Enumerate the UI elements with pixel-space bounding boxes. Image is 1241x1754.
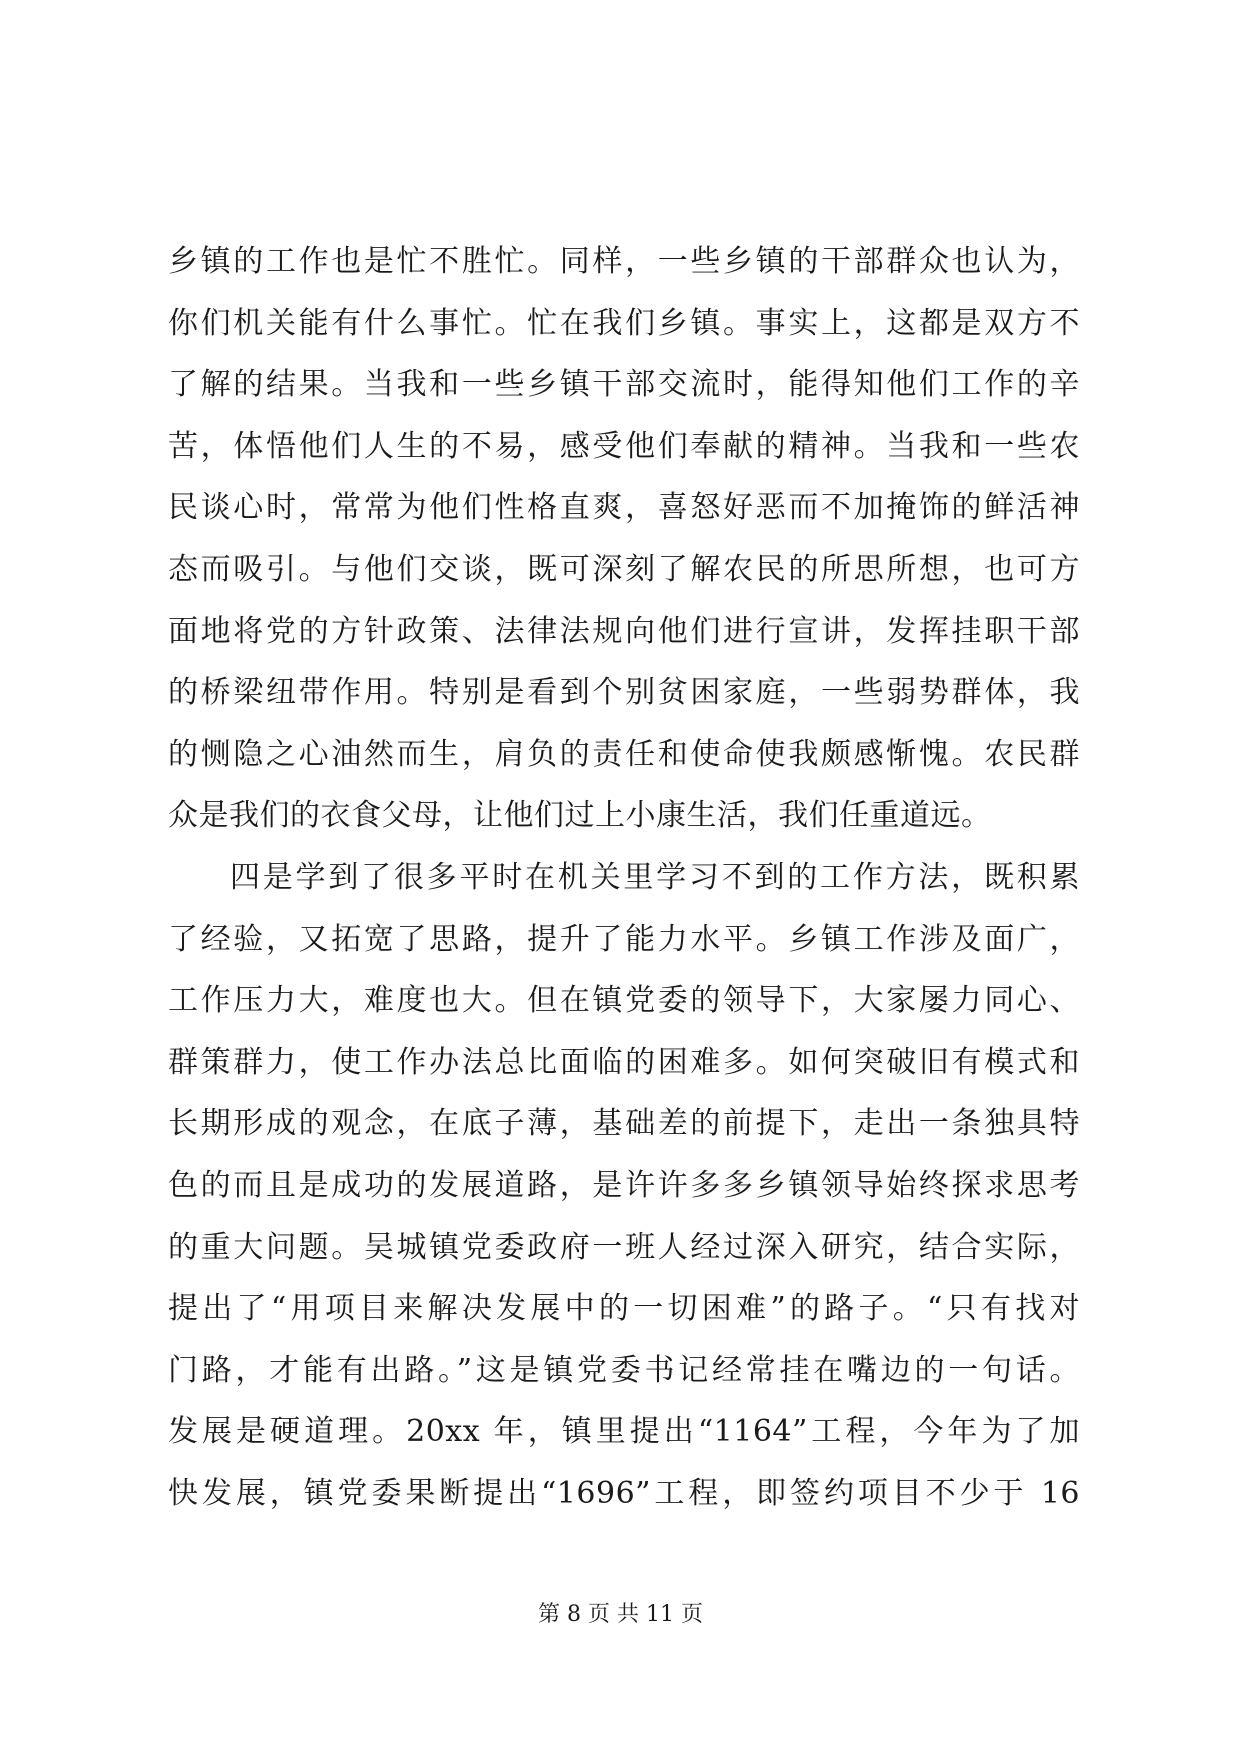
text-line: 态而吸引。与他们交谈，既可深刻了解农民的所思所想，也可方 bbox=[168, 551, 1080, 587]
text-line: 的恻隐之心油然而生，肩负的责任和使命使我颇感惭愧。农民群 bbox=[168, 736, 1080, 772]
text-line: 民谈心时，常常为他们性格直爽，喜怒好恶而不加掩饰的鲜活神 bbox=[168, 490, 1080, 526]
text-line: 工作压力大，难度也大。但在镇党委的领导下，大家屡力同心、 bbox=[168, 983, 1080, 1019]
body-text bbox=[168, 231, 1080, 1524]
text-line: 提出了“用项目来解决发展中的一切困难”的路子。“只有找对 bbox=[168, 1291, 1080, 1327]
text-line: 门路，才能有出路。”这是镇党委书记经常挂在嘴边的一句话。 bbox=[168, 1352, 1080, 1388]
text-line: 了解的结果。当我和一些乡镇干部交流时，能得知他们工作的辛 bbox=[168, 367, 1080, 403]
text-line: 群策群力，使工作办法总比面临的困难多。如何突破旧有模式和 bbox=[168, 1044, 1080, 1080]
paragraph-first-line: 四是学到了很多平时在机关里学习不到的工作方法，既积累 bbox=[230, 859, 1080, 895]
text-line: 长期形成的观念，在底子薄，基础差的前提下，走出一条独具特 bbox=[168, 1106, 1080, 1142]
text-line: 面地将党的方针政策、法律法规向他们进行宣讲，发挥挂职干部 bbox=[168, 613, 1080, 649]
text-line: 色的而且是成功的发展道路，是许许多多乡镇领导始终探求思考 bbox=[168, 1167, 1080, 1203]
text-line: 苦，体悟他们人生的不易，感受他们奉献的精神。当我和一些农 bbox=[168, 428, 1080, 464]
text-line: 快发展，镇党委果断提出“1696”工程，即签约项目不少于 16 bbox=[168, 1475, 1080, 1511]
text-line: 众是我们的衣食父母，让他们过上小康生活，我们任重道远。 bbox=[168, 798, 992, 834]
text-line: 你们机关能有什么事忙。忙在我们乡镇。事实上，这都是双方不 bbox=[168, 305, 1080, 341]
text-line: 的重大问题。吴城镇党委政府一班人经过深入研究，结合实际， bbox=[168, 1229, 1080, 1265]
text-line: 发展是硬道理。20xx 年，镇里提出“1164”工程，今年为了加 bbox=[168, 1414, 1080, 1450]
page-number: 第 8 页 共 11 页 bbox=[538, 1602, 703, 1627]
text-line: 的桥梁纽带作用。特别是看到个别贫困家庭，一些弱势群体，我 bbox=[168, 675, 1080, 711]
text-line: 乡镇的工作也是忙不胜忙。同样，一些乡镇的干部群众也认为， bbox=[168, 244, 1080, 279]
text-line: 了经验，又拓宽了思路，提升了能力水平。乡镇工作涉及面广， bbox=[168, 921, 1080, 957]
